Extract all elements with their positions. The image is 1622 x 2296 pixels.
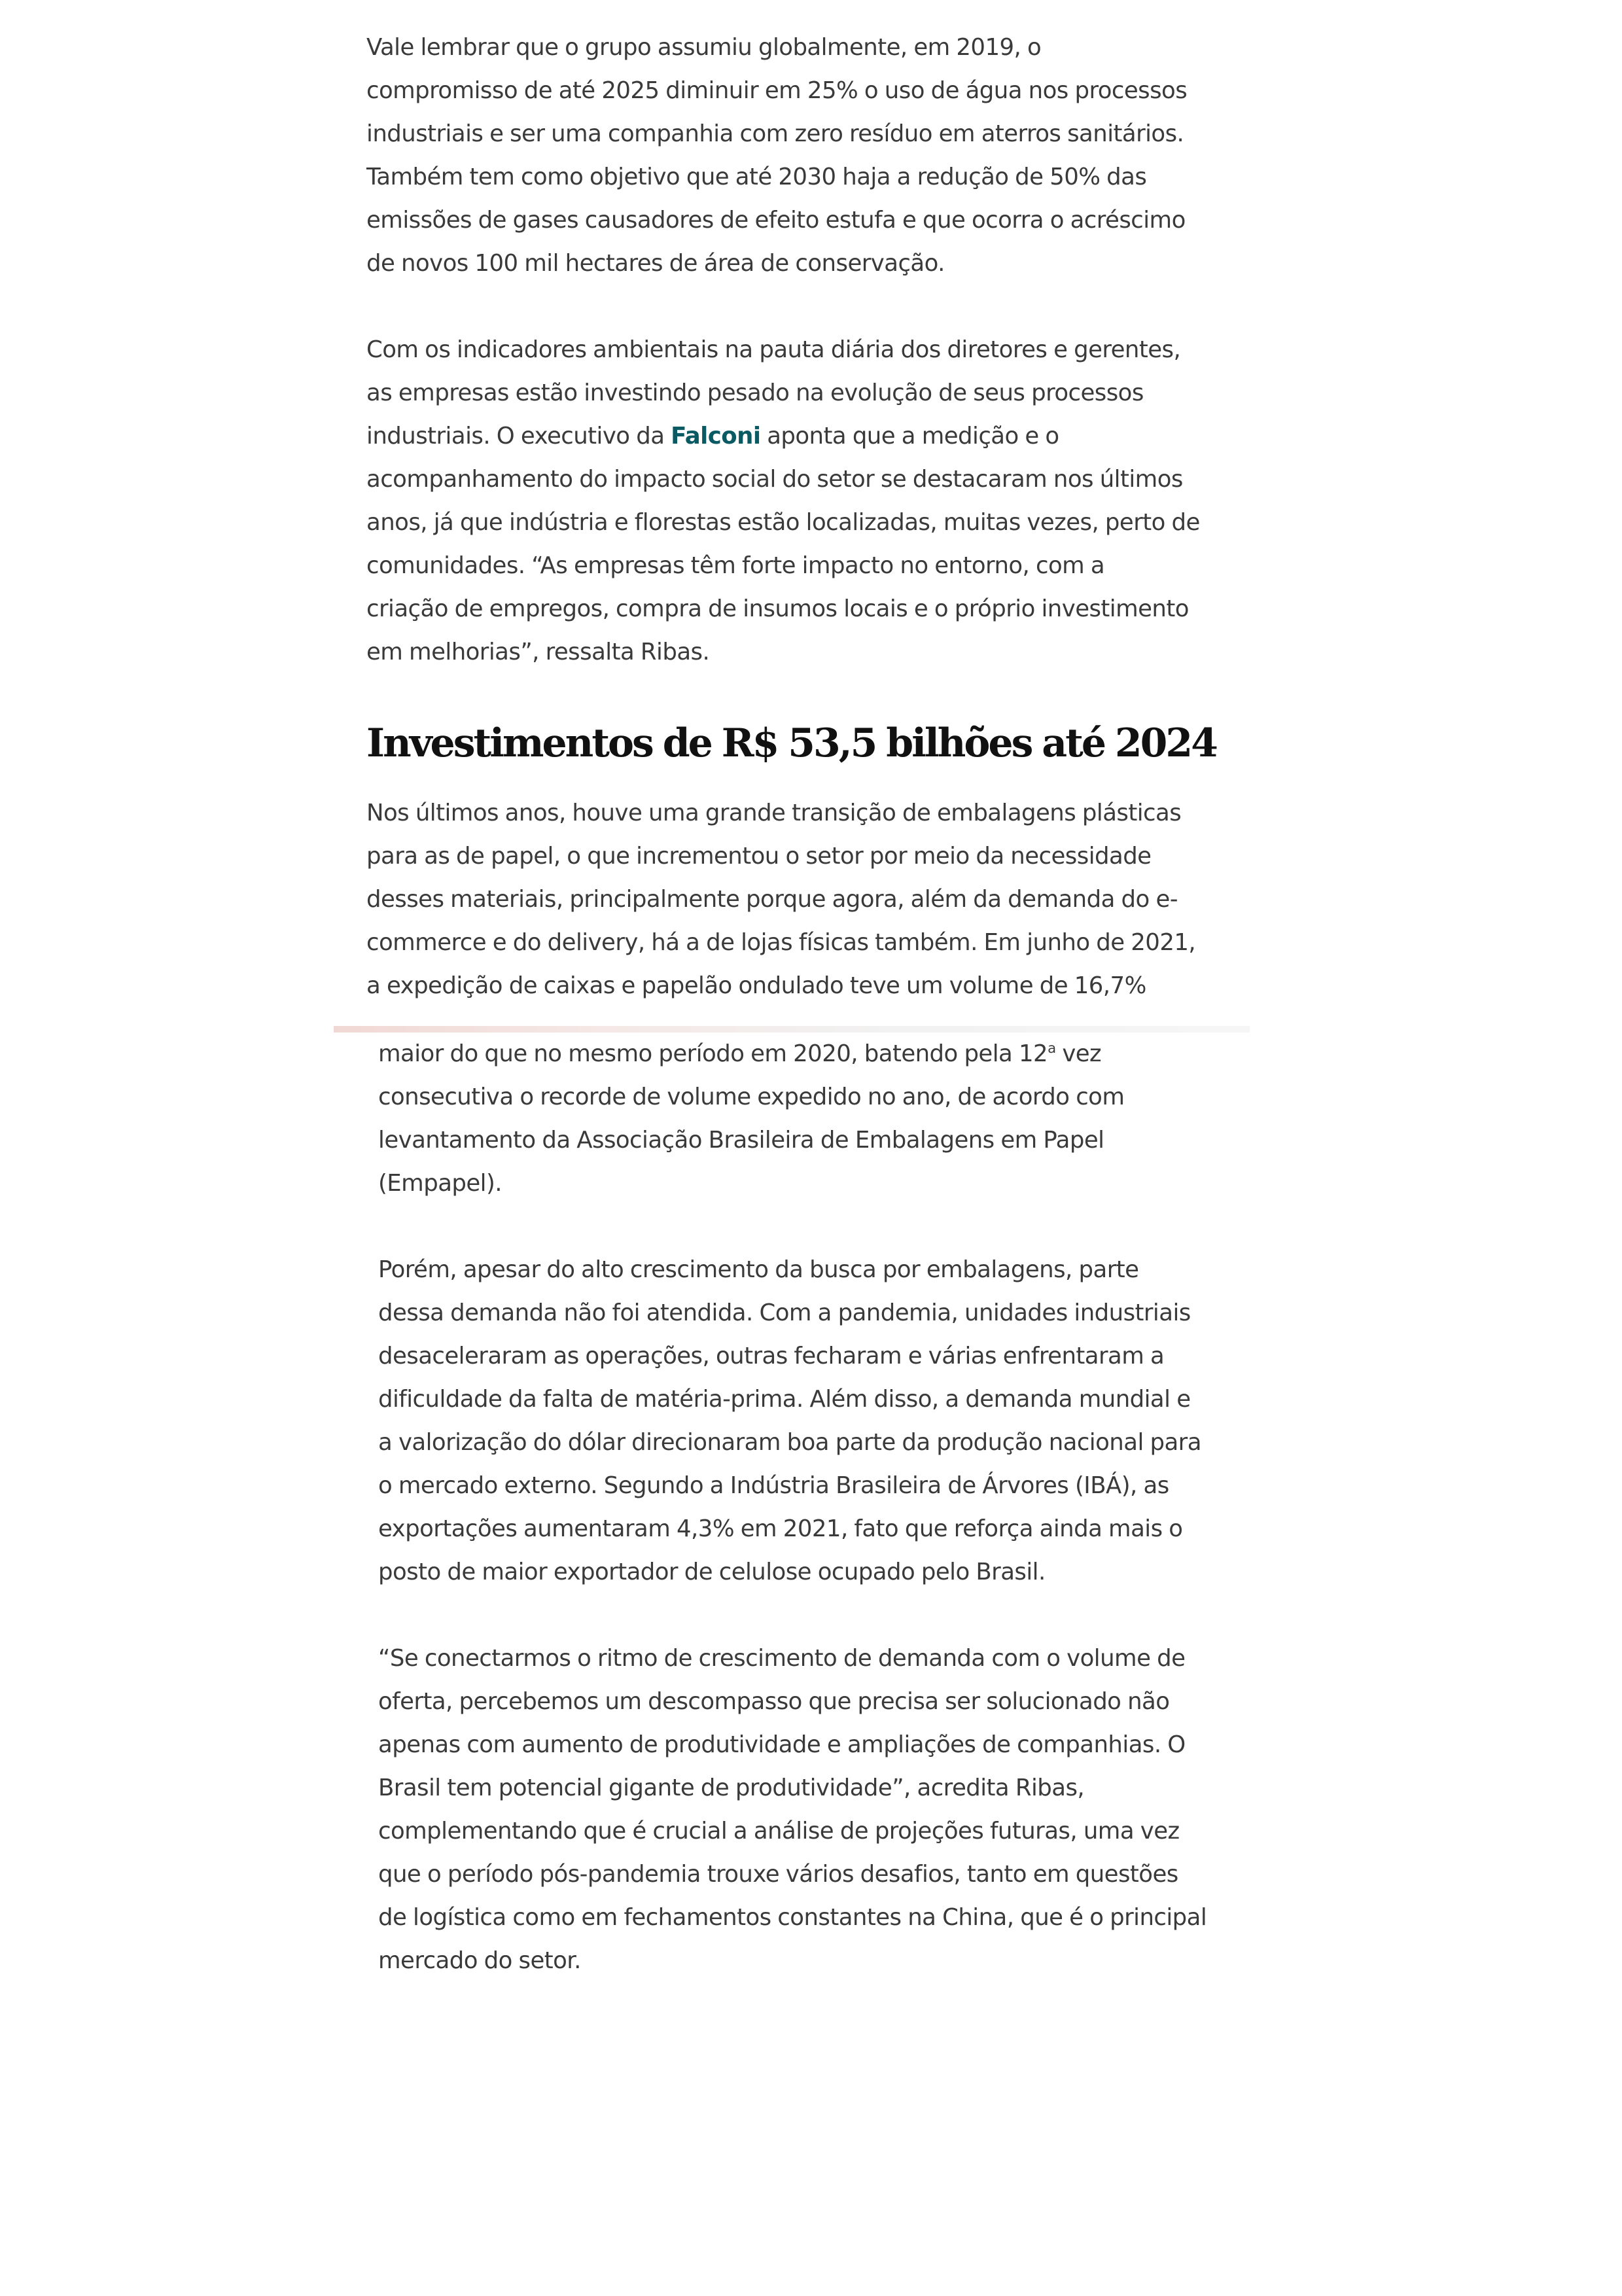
text-line: levantamento da Associação Brasileira de Embalagens em Papel xyxy=(378,1127,1104,1154)
text-line: em melhorias”, ressalta Ribas. xyxy=(366,639,710,665)
text-line: comunidades. “As empresas têm forte impacto no entorno, com a xyxy=(366,552,1105,579)
text-line: Com os indicadores ambientais na pauta diária dos diretores e gerentes, xyxy=(366,336,1181,363)
text-line: Brasil tem potencial gigante de produtividade”, acredita Ribas, xyxy=(378,1775,1085,1801)
text-fragment: maior do que no mesmo período em 2020, batendo pela 12 xyxy=(378,1040,1048,1067)
text-line: mercado do setor. xyxy=(378,1947,581,1974)
text-line: “Se conectarmos o ritmo de crescimento de demanda com o volume de xyxy=(378,1645,1186,1672)
falconi-link[interactable]: Falconi xyxy=(671,423,761,450)
text-line: de logística como em fechamentos constantes na China, que é o principal xyxy=(378,1904,1207,1931)
text-line: Porém, apesar do alto crescimento da busca por embalagens, parte xyxy=(378,1256,1139,1283)
page-split-divider xyxy=(334,1026,1250,1033)
text-line: industriais e ser uma companhia com zero resíduo em aterros sanitários. xyxy=(366,120,1184,147)
text-line: dessa demanda não foi atendida. Com a pandemia, unidades industriais xyxy=(378,1299,1191,1326)
text-line: apenas com aumento de produtividade e ampliações de companhias. O xyxy=(378,1731,1186,1758)
text-line: dificuldade da falta de matéria-prima. Além disso, a demanda mundial e xyxy=(378,1386,1191,1413)
text-line: para as de papel, o que incrementou o setor por meio da necessidade xyxy=(366,843,1152,870)
text-line: posto de maior exportador de celulose ocupado pelo Brasil. xyxy=(378,1559,1046,1585)
text-line: Também tem como objetivo que até 2030 haja a redução de 50% das xyxy=(366,164,1147,190)
paragraph-environmental-indicators xyxy=(366,328,1269,674)
text-line: que o período pós-pandemia trouxe vários desafios, tanto em questões xyxy=(378,1861,1178,1888)
text-line: commerce e do delivery, há a de lojas físicas também. Em junho de 2021, xyxy=(366,929,1196,956)
text-line: Vale lembrar que o grupo assumiu globalmente, em 2019, o xyxy=(366,34,1042,61)
text-fragment: vez xyxy=(1055,1040,1102,1067)
text-line: acompanhamento do impacto social do setor se destacaram nos últimos xyxy=(366,466,1183,493)
paragraph-sustainability-goals xyxy=(366,26,1269,285)
text-fragment: industriais. O executivo da xyxy=(366,423,671,450)
text-line: consecutiva o recorde de volume expedido no ano, de acordo com xyxy=(378,1084,1125,1110)
section-heading: Investimentos de R$ 53,5 bilhões até 2024 xyxy=(366,720,1216,766)
text-line: anos, já que indústria e florestas estão localizadas, muitas vezes, perto de xyxy=(366,509,1200,536)
paragraph-ribas-quote xyxy=(378,1637,1281,1983)
text-line: a valorização do dólar direcionaram boa parte da produção nacional para xyxy=(378,1429,1201,1456)
text-line: Nos últimos anos, houve uma grande transição de embalagens plásticas xyxy=(366,800,1182,826)
text-line: exportações aumentaram 4,3% em 2021, fato que reforça ainda mais o xyxy=(378,1515,1183,1542)
text-line: desaceleraram as operações, outras fecharam e várias enfrentaram a xyxy=(378,1343,1165,1369)
text-line: de novos 100 mil hectares de área de conservação. xyxy=(366,250,945,277)
ordinal-superscript: a xyxy=(1048,1040,1056,1057)
text-line: emissões de gases causadores de efeito estufa e que ocorra o acréscimo xyxy=(366,207,1186,234)
paragraph-empapel-record xyxy=(378,1033,1281,1205)
text-fragment: aponta que a medição e o xyxy=(760,423,1059,450)
text-line: criação de empregos, compra de insumos locais e o próprio investimento xyxy=(366,595,1189,622)
paragraph-packaging-transition xyxy=(366,792,1269,1008)
text-line: desses materiais, principalmente porque agora, além da demanda do e- xyxy=(366,886,1178,913)
text-line: as empresas estão investindo pesado na evolução de seus processos xyxy=(366,380,1144,406)
text-line xyxy=(378,1033,1281,1076)
text-line: o mercado externo. Segundo a Indústria Brasileira de Árvores (IBÁ), as xyxy=(378,1472,1169,1499)
paragraph-unmet-demand xyxy=(378,1248,1281,1594)
article-top xyxy=(366,26,1269,1051)
text-line: compromisso de até 2025 diminuir em 25% o uso de água nos processos xyxy=(366,77,1188,104)
text-line: complementando que é crucial a análise de projeções futuras, uma vez xyxy=(378,1818,1180,1845)
text-line xyxy=(366,415,1269,458)
text-line: oferta, percebemos um descompasso que precisa ser solucionado não xyxy=(378,1688,1170,1715)
text-line: (Empapel). xyxy=(378,1170,502,1197)
text-line: a expedição de caixas e papelão ondulado teve um volume de 16,7% xyxy=(366,972,1146,999)
article-bottom xyxy=(378,1033,1281,2026)
